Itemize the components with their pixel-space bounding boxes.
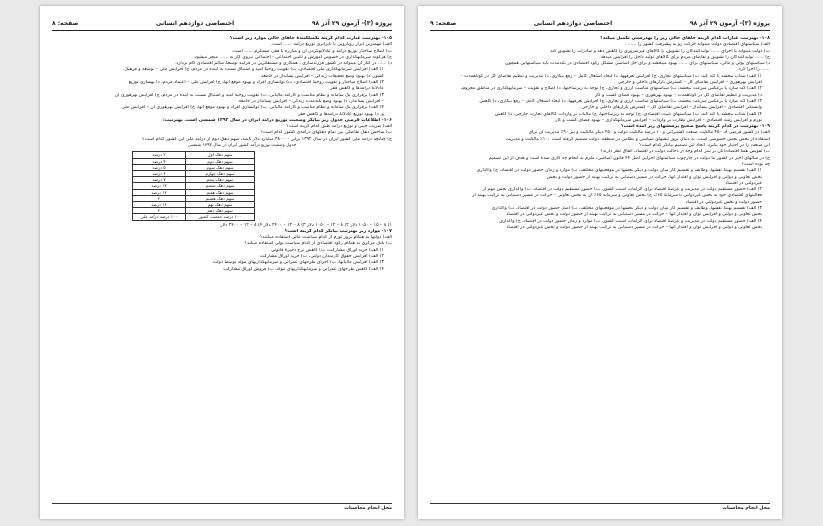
answer-option-line: ۱) الف) تقسیم بهینهٔ نقشها، وظایف و تقسیم کار میان دولت و دیگر بخشها در موقعیتهای مختلف، ب) موارد و زمان حضور دولت در اقتصاد، ج) واگذاری [476,168,762,174]
share-value-cell: ۱۳ درصد [133,189,186,195]
text-line: این صنعت را در اختیار خود بگیرد. اتخاذ این تصمیم بیانگر کدام است؟ [639,143,770,149]
answer-option-line: بخش تعاونی و دولتی و افزایش توان و اقتدار آنها، حرکت در مسیر دستیابی به ترکیب بهینه از حضور دولت و بخش [546,174,762,180]
answer-option-line: افزایش بهرهوری – افزایش تقاضای کل – گسترش بازارهای داخلی و خارجی [617,80,762,86]
income-distribution-table [132,151,255,220]
answer-option-line: ۲) الف) افزایش حقوق کارمندان دولتی، ب) خرید اوراق مشارکت [260,254,384,260]
share-value-cell: ۱۳ درصد [133,183,186,189]
page-footer: محل انجام محاسبات [52,503,392,511]
text-line: د) سیاستهای پولی و مالی، سیاستهای برای ...... بهبود میبخشد و برای حل اساسی مشکل رکود اقتصادی در بلندمدت باید سیاستهایی همچون [505,61,770,67]
text-line: ب) اصلاح ساختار توزیع درآمد و عادلانهکردن آن و مبارزه با فقر، مستلزم ...... است. [231,48,392,54]
answer-option-line: عادلانهٔ درآمدها و کاهش فقر [330,86,384,92]
answer-option-line: ۱) الف) شتاب ببخشد یا کُند کند، ب) سیاستهای تجاری، ج) افزایش تعرفهها، د) ایجاد اشتغال کامل – رفع بیکاری، د) مدیریت و تنظیم تقاضای کل در کوتاهمدت – [460,73,762,79]
decile-label-cell: سهم دهک چهارم [186,170,255,176]
decile-label-cell: سهم دهک ششم [186,183,255,189]
text-line: الف) سیاستهای اقتصادی دولت میتواند حرکت رو به پیشرفت کشور را ...... . [624,42,770,48]
text-line: ج) چنانچه درآمد ملی کشور ایران در سال ۱۳۹۲ برابر ۳۸۰۰۰۰ میلیارد دلار باشد، سهم دهک دوم از درآمد ملی این کشور کدام است؟ [142,136,392,142]
share-value-cell: ۲ [133,195,186,201]
text-line: الف) مهمترین ابزار رویارویی با نابرابری توزیع درآمد ...... است. [270,42,392,48]
decile-label-cell: سهم دهک دهم [186,208,255,214]
question-block-105-106 [52,36,392,143]
header-title: پروژه (۳)- آزمون ۲۹ آذر ۹۸ [311,19,392,27]
header-subject: اختصاصی دوازدهم انسانی [155,19,235,27]
text-line: ج) در سالهای اخیر در کشور ما دولت در چارچوب سیاستهای اجرایی اصل ۴۴ قانون اساسی، ملزم به انجام چه کاری شده است و هدف از این تصمیم [488,155,770,161]
share-value-cell: ۷ درصد [133,177,186,183]
answer-option-line: کشور، د) بهبود وضع تحقیقات زندگی – افزایش پسانداز در جامعه [261,73,384,79]
answer-option-line: ۴) الف) برقراری یک سامانه و نظام مناسب و کارآمد مالیاتی، ب) توانسازی افراد و بهبود موقع آنها، ج) افزایش بهرهوری آن – افزایش ملی [121,105,384,111]
question-stem-line: ۱۰۹- بهترتیب در کدام گزینه پاسخ صحیح پرسشهای زیر آمده است؟ [620,124,770,130]
answer-option-line: فعالیتهای اقتصادی خود به بخش غیردولتی با سرمایهٔ ۶۵٪، ج) بخش تعاونی و سرمایه ۶۵٪ آن به بخش تعاونی – حرکت در مسیر دستیابی به ترکیب بهینه از [472,193,762,199]
answer-option-line: وابستگی اقتصادی – افزایش پسانداز – افزایش تقاضای کل – گسترش بازارهای داخلی و خارجی [581,105,762,111]
text-line: ب) بانک مرکزی به هنگام رکود اقتصادی از کدام سیاست پولی استفاده میکند؟ [244,241,392,247]
answer-option-line: ۱) الف) خرید اوراق مشارکت، ب) کاهش نرخ ذخیرهٔ قانونی [271,247,384,253]
share-value-cell: ۱۶ درصد [133,201,186,207]
question-stem-line: ۱۰۸- بهترتیب عبارات کدام گزینه جاهای خالی زیر را بهدرستی تکمیل میکند؟ [600,36,770,41]
decile-label-cell: سهم دهک نهم [186,201,255,207]
question-stem-line: ۱۰۵- بهترتیب عبارت کدام گزینه تکمیلکنندهٔ جاهای خالی موارد زیر است؟ [229,36,392,41]
answer-option-line: ۲) الف) اصلاح ساختار و تقویت روحیهٔ اقتصادی، ب) توانسازی افراد و بهبود موقع آنها، ج) افزایش ملی – اعتماد مردم، د) بهسازی توزیع [128,80,384,86]
page-body [52,36,392,501]
table-caption: جدول وضعیت توزیع درآمد کشور ایران در سال ۱۳۹۲ شمسی [187,143,297,149]
answer-option-line: ۴) الف) حضور مستقیم دولت در مدیریت و عرضهٔ اقتصاد برای الزامات امنیت کشور، ب) موارد و زمان حضور دولت در اقتصاد، ج) واگذاری [499,218,762,224]
answer-option-line: حضور دولت و بخش غیردولتی در اقتصاد [685,199,762,205]
header-page-number: صفحه: ۸ [52,19,79,27]
text-line: ۱) ۸ – ۱۵ – ۱۰۵۰ دلار ۲) ۸ – ۱۲ – ۱۰۵۰ دلار ۳) ۸ – ۱۲ – ۲۴۰۰ دلار ۴) ۸ – ۱۲ – ۲۴۰۰ دلار [220,222,392,228]
header-page-number: صفحه: ۹ [430,19,457,27]
answer-option-line: ۳) الف) کُند سازد یا برعکس سرعت ببخشد، ب) سیاستهای مناسب ارزی و تجاری، ج) افزایش تعرفهها، د) ایجاد اشتغال کامل – رفع بیکاری، د) کاهش [479,98,762,104]
share-value-cell: ۱۰۰ درصد درآمد ملی [133,214,186,220]
text-line: الف) ضریب جینی و توزیع درآمد طبق کدام گزینه است؟ [286,124,392,130]
question-stem-line: ۱۰۷- موارد زیر بهترتیب بیانگر کدام گزینه است؟ [284,228,392,234]
question-block-108-109 [430,36,770,231]
table-row [133,214,255,220]
document-page-9 [418,6,782,519]
header-subject: اختصاصی دوازدهم انسانی [533,19,613,27]
text-line: ج) ...... تولیدکنندگان را تشویق و تقاضای مردم برای کالاهای تولید داخل را افزایش میدهد. [599,54,770,60]
text-line: ب) تفویض همهٔ اقتصاددانان بر سر کدام وجه از دخالت دولت در اقتصاد، اتفاق نظر دارند؟ [600,149,770,155]
page-header [52,16,392,31]
page-header [430,16,770,31]
text-line: الف) دولتها به هنگام بروز تورم از کدام سیاست مالی استفاده میکنند؟ [259,235,392,241]
decile-label-cell: سهم دهک سوم [186,164,255,170]
answer-option-line: ۳) الف) افزایش مالیاتها، ب) اجرای طرحهای عمرانی و سرمایهگذاریهای مولد توسط دولت [212,260,384,266]
text-line: چه بوده است؟ [741,161,770,167]
share-value-cell: ۲ [133,208,186,214]
answer-option-line: – افزایش پسانداز، د) بهبود وضع بلندمدت زندگی – افزایش پسانداز در جامعه [238,98,384,104]
text-line: استفاده از بخش بخش خصوصی است، به دنبال بروز تنشهای سیاسی و نظامی در منطقه، دولت تصمیم گرفته است ۱۰۰٪ مالکیت و مدیریت [505,136,770,142]
text-line: ب) شاخص دهک تفاضلی بین تمام دهکهای درآمدی کشور کدام است؟ [260,130,392,136]
answer-option-line: ۲) الف) حضور مستقیم دولت در مدیریت و عرضهٔ اقتصاد برای الزامات امنیت کشور، ب) حضور مستقیم دولت در اقتصاد، ب) واگذاری بخش مهم از [482,187,762,193]
document-page-8 [40,6,404,519]
answer-option-line: ۱) الف) افزایش سرمایهگذاری ملی اقتصادی، ب) تقویت روحیهٔ امید و اشتیاق نسبت به آینده در مردم، ج) افزایش ملی – توسعه و فرهنگ [124,67,384,73]
answer-option-line: غیردولتی در اقتصاد [725,180,762,186]
text-line: ج) هرگونه سرمایهگذاری در خصوص آموزش و تأمین اجتماعی - اجتماعی نیروی کار به ...... منجر میشود. [193,54,392,60]
answer-option-line: ۲) الف) کُند سازد یا برعکس سرعت ببخشد، ب) سیاستهای مناسب ارزی و تجاری، ج) توجه به زیرساختها، د) اصلاح و تقویت – سرمایهگذاری در مناطق محروم، [460,86,762,92]
answer-option-line: د) مدیریت و تنظیم تقاضای کل در کوتاهمدت – بهبود بهرهوری – بهبود فضای کسب و کار [594,92,762,98]
decile-label-cell: سهم دهک هفتم [186,189,255,195]
share-value-cell: ۵ درصد [133,164,186,170]
decile-label-cell: سهم دهک اول [186,152,255,158]
page-body [430,36,770,501]
header-title: پروژه (۳)- آزمون ۲۹ آذر ۹۸ [689,19,770,27]
share-value-cell: ۶ درصد [133,170,186,176]
page-footer: محل انجام محاسبات [430,503,770,511]
share-value-cell: ۴ درصد [133,158,186,164]
decile-label-cell: سهم دهک هشتم [186,195,255,201]
answer-option-line: تورم و افزایش رشد اقتصادی – افزایش نظارت بر واردات – افزایش سرمایهگذاری – بهبود فضای کسب و کار [555,117,762,123]
share-value-cell: ۲ درصد [133,152,186,158]
decile-label-cell: ۱۰۰ درصد جمعیت کشور [186,214,255,220]
answer-option-line: ۳) الف) برقراری یک سامانه و نظام مناسب و کارآمد مالیاتی، ب) تقویت روحیهٔ امید و اشتیاق نسبت به آینده در مردم، ج) افزایش بهرهوری آن [114,92,384,98]
text-line: د) ...... در کنار آن میتواند در کشور فرزندسازی ، همکاری و مستقلترین در فرایند توسعهٔ سالم اقتصادی گام بردارد. [174,61,392,67]
answer-option-line: بخش تعاونی و دولتی و افزایش توان و اقتدار آنها – حرکت در مسیر دستیابی به ترکیب بهینه از حضور دولت و بخش غیردولتی در اقتصاد [506,224,762,230]
answer-option-line: ۳) الف) تقسیم بهینهٔ نقشها، وظایف و تقسیم کار میان دولت و دیگر بخشها در موقعیتهای مختلف، ب) اصل حضور دولت در اقتصاد، ب) واگذاری [491,206,762,212]
answer-option-line: بخش تعاونی و دولتی و افزایش توان و اقتدار آنها – حرکت در مسیر دستیابی به ترکیب بهینه از حضور دولت و بخش غیردولتی در اقتصاد [506,212,762,218]
answer-option-line: و، د) بهبود توزیع عادلانهٔ درآمدها و کاهش فقر [298,111,384,117]
text-line: ب) دولت میتواند با اجرای ...... تولیدکنندگان را تشویق، یا کالاهای غیرضروری را کاهش دهد و صادرات را تشویق کند. [548,48,770,54]
answer-option-line: ۴) الف) شتاب ببخشد یا کُند کند، ب) سیاستهای تثبیت اقتصادی، ج) توجه به زیرساختها، ج) مالیات بر واردات کالاهای تجارت خارجی، د) کاهش [494,111,762,117]
text-line: ...... را اجرا کرد. [737,67,770,73]
question-block-107 [52,223,392,273]
decile-label-cell: سهم دهک پنجم [186,177,255,183]
text-line: الف) در کشور فرضی ۸، ۴۵۰ مالکیت صنعت کشتیرانی و ۱۰ درصد مالکیت دولت و ۴۵۰ دیگر مالکیت و نیز ۹۰٪ مدیریت آن برای [528,130,770,136]
answer-option-line: ۴) الف) کاهش طرحهای عمرانی و سرمایهگذاریهای مولد، ب) فروش اوراق مشارکت [223,266,384,272]
question-stem-line: ۱۰۶- اطلاعات فرضی جدول زیر بیانگر وضعیت توزیع درآمد ایران در سال ۱۳۹۲ شمسی است. بهترتیب: [162,117,392,123]
decile-label-cell: سهم دهک دوم [186,158,255,164]
